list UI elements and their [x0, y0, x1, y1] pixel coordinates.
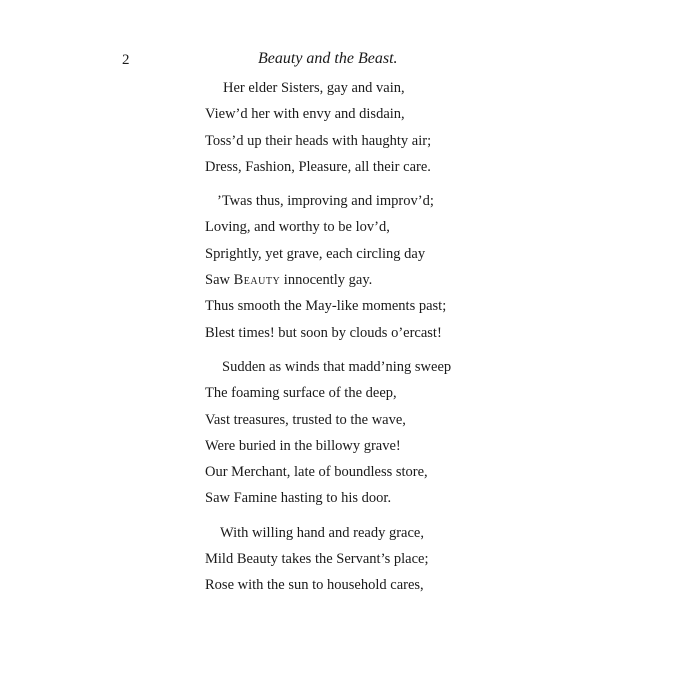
poem-line: Toss’d up their heads with haughty air;: [205, 132, 432, 149]
poem-line: Rose with the sun to household cares,: [205, 577, 424, 594]
poem-line: Loving, and worthy to be lov’d,: [205, 219, 390, 236]
poem-line-small-caps: Saw Beauty innocently gay.: [205, 272, 373, 289]
running-title: Beauty and the Beast.: [258, 50, 398, 67]
poem-line: Our Merchant, late of boundless store,: [205, 464, 428, 481]
poem-line: The foaming surface of the deep,: [205, 385, 397, 402]
poem-line: Thus smooth the May-like moments past;: [205, 298, 447, 315]
poem-line: Her elder Sisters, gay and vain,: [223, 80, 405, 96]
stanza-1: [205, 78, 645, 183]
poem-line: Were buried in the billowy grave!: [205, 437, 401, 454]
poem-line: View’d her with envy and disdain,: [205, 106, 405, 123]
poem-line: Blest times! but soon by clouds o’ercast!: [205, 324, 442, 341]
page-number: 2: [122, 52, 130, 68]
poem-line: ’Twas thus, improving and improv’d;: [217, 193, 434, 210]
poem-line: Dress, Fashion, Pleasure, all their care.: [205, 158, 431, 175]
poem-line: Saw Famine hasting to his door.: [205, 490, 392, 507]
poem-body: [205, 78, 645, 610]
stanza-3: [205, 357, 645, 515]
small-caps-word: Beauty: [233, 272, 281, 289]
poem-line: Vast treasures, trusted to the wave,: [205, 411, 406, 428]
stanza-4: [205, 523, 645, 602]
poem-line: Mild Beauty takes the Servant’s place;: [205, 551, 429, 568]
stanza-2: [205, 191, 645, 349]
poem-line: With willing hand and ready grace,: [220, 524, 424, 541]
poem-line: Sudden as winds that madd’ning sweep: [222, 358, 452, 375]
poem-line: Sprightly, yet grave, each circling day: [205, 245, 426, 262]
